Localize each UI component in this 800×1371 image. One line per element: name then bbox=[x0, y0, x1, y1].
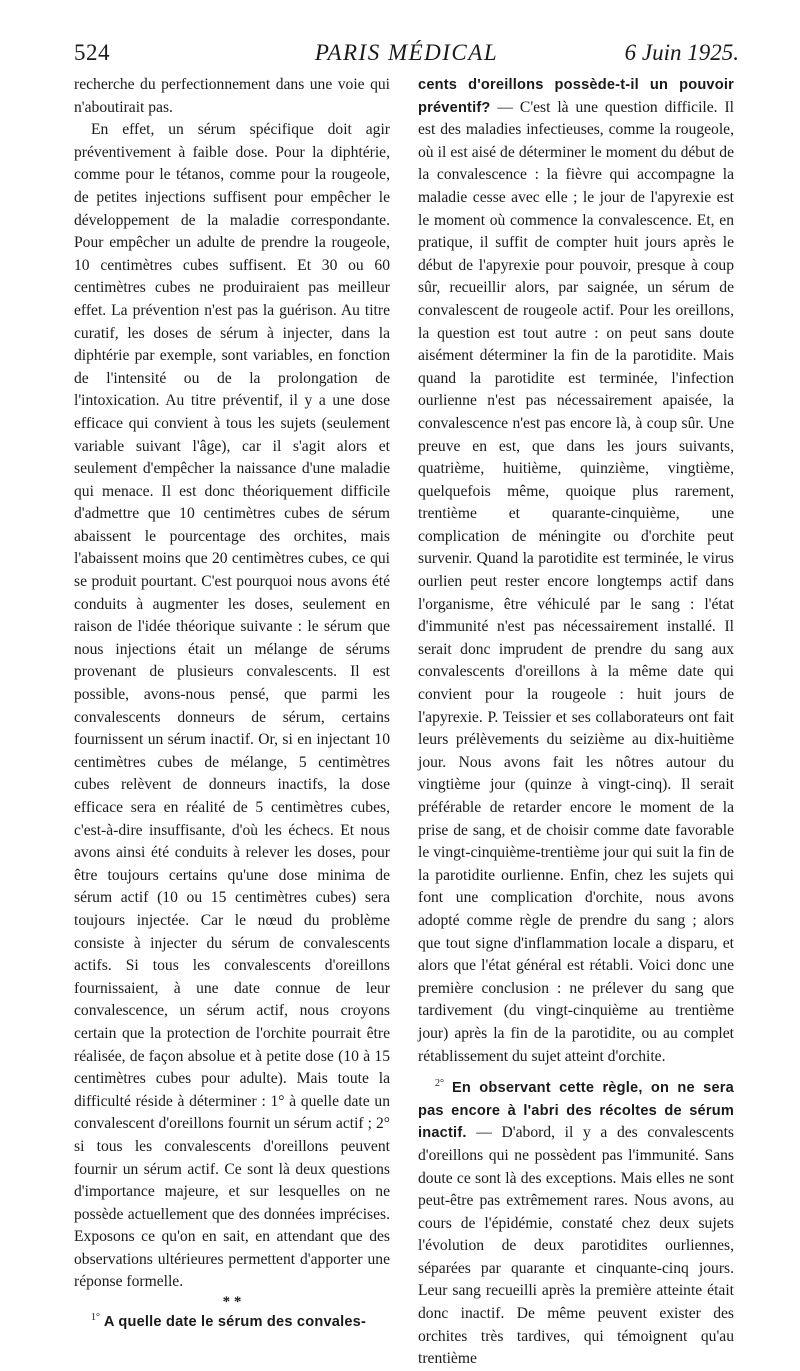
issue-date: 6 Juin 1925. bbox=[624, 40, 739, 65]
paragraph-body: — C'est là une question difficile. Il est des maladies infectieuses, comme la rougeole, où il est aisé de déterminer le moment du début de la convalescence : la fièvre qui accompagne la maladie cesse avec elle ; le jour de l'apyrexie est le moment où commence la convalescence. Et, en pratique, il suffit de compter huit jours après le début de l'apyrexie pour pouvoir, presque à coup sûr, recueillir alors, par saignée, un sérum de convalescent de rougeole actif. Pour les oreillons, la question est tout autre : on peut sans doute aisément déterminer la fin de la parotidite. Mais quand la parotidite est terminée, l'infection ourlienne n'est pas nécessairement apaisée, la convalescence n'est pas encore là, à coup sûr. Une preuve en est, que dans les jours suivants, quatrième, huitième, quinzième, vingtième, quelquefois même, quoique plus rarement, trentième et quarante-cinquième, une complication de méningite ou d'orchite peut survenir. Quand la parotidite est terminée, le virus ourlien peut rester encore longtemps actif dans l'organisme, être véhiculé par le sang : l'état d'immunité n'est pas nécessairement installé. Il serait donc imprudent de prendre du sang aux convalescents d'oreillons à la même date qui convient pour la rougeole : huit jours de l'apyrexie. P. Teissier et ses collaborateurs ont fait leurs prélèvements du seizième au dix-huitième jour. Nous avons fait les nôtres autour du vingtième jour (quinze à vingt-cinq). Il serait préférable de retarder encore le moment de la prise de sang, et de choisir comme date favorable le vingt-cinquième-trentième jour qui suit la fin de la parotidite ourlienne. Enfin, chez les sujets qui font une complication d'orchite, nous avons adopté comme règle de prendre du sang ; alors que tout signe d'inflammation locale a disparu, et alors que l'état général est rétabli. Voici donc une première conclusion : ne prélever du sang que tardivement (du vingt-cinquième au trentième jour) après la fin de la parotidite, ou au complet rétablissement du sujet atteint d'orchite. bbox=[418, 98, 734, 1065]
journal-title: PARIS MÉDICAL bbox=[314, 40, 499, 65]
running-header bbox=[74, 40, 739, 70]
section-heading-2 bbox=[418, 1077, 734, 1371]
paragraph-body: — D'abord, il y a des convalescents d'oreillons qui ne possèdent pas l'immunité. Sans doute ce sont là des exceptions. Mais elles ne sont peut-être pas extrêmement rares. Nous avons, au cours de l'épidémie, constaté chez deux sujets l'évolution de deux parotidites ourliennes, séparées par quarante et cinquante-cinq jours. Leur sang recueilli après la première atteinte était donc inactif. De même peuvent exister des orchites très tardives, qui témoignent qu'au trentième bbox=[418, 1124, 734, 1368]
heading-marker-2: 2° bbox=[435, 1077, 444, 1089]
paragraph-convalescence-date bbox=[418, 74, 734, 1068]
section-separator-asterisks: * * bbox=[222, 1294, 242, 1311]
paragraph-continuation: recherche du perfectionnement dans une voie qui n'aboutirait pas. bbox=[74, 76, 390, 116]
paragraph-serum-dose: En effet, un sérum spécifique doit agir préventivement à faible dose. Pour la diphtérie, comme pour le tétanos, comme pour la rougeole, de petites injections suffisent pour empêcher le développement de la maladie correspondante. Pour empêcher un adulte de prendre la rougeole, 10 centimètres cubes suffisent. Et 30 ou 60 centimètres cubes ne produiraient pas meilleur effet. La prévention n'est pas la guérison. Au titre curatif, les doses de sérum à injecter, dans la diphtérie par exemple, sont variables, en fonction de l'intensité ou de la prolongation de l'intoxication. Au titre préventif, il y a une dose efficace qui convient à tous les sujets (seulement variable suivant l'âge), car il s'agit alors et seulement d'empêcher la naissance d'une maladie qui menace. Il est donc théoriquement difficile d'admettre que 10 centimètres cubes de sérum abaissent le pourcentage des orchites, mais l'abaissent moins que 20 centimètres cubes, ce qui se produit pourtant. C'est pourquoi nous avons été conduits à augmenter les doses, seulement en raison de l'idée théorique suivante : le sérum que nous injections était un mélange de sérums provenant de plusieurs convalescents. Il est possible, avons-nous pensé, que parmi les convalescents donneurs de sérum, certains fournissent un sérum inactif. Or, si en injectant 10 centimètres cubes de mélange, 5 centimètres cubes relèvent de donneurs inactifs, la dose efficace sera en réalité de 5 centimètres cubes, c'est-à-dire insuffisante, d'où les échecs. Et nous avons ainsi été conduits à relever les doses, pour être toujours certains qu'une dose minima de sérum actif (10 ou 15 centimètres cubes) sera toujours injectée. Car le nœud du problème consiste à injecter du sérum de convalescents actifs. Si tous les convalescents d'oreillons fournissaient, à une date connue de leur convalescence, un sérum actif, nous croyons certain que la protection de l'orchite pourrait être réalisée, de façon absolue et à petite dose (10 à 15 centimètres cubes pour adulte). Mais toute la difficulté réside à déterminer : 1° à quelle date un convalescent d'oreillons fournit un sérum actif ; 2° si tous les convalescents d'oreillons peuvent fournir un sérum actif. Ce sont là deux questions d'importance majeure, et sur lesquelles on ne possède actuellement que des données imprécises. Exposons ce qu'on en sait, en attendant que des observations ultérieures permettent d'apporter une réponse formelle. bbox=[74, 121, 390, 1291]
section-heading-1 bbox=[74, 1311, 390, 1334]
heading-marker-1: 1° bbox=[91, 1311, 100, 1323]
heading-text-1: A quelle date le sérum des convales- bbox=[103, 1314, 367, 1331]
right-column bbox=[418, 74, 734, 1371]
page-number: 524 bbox=[74, 40, 110, 65]
left-column bbox=[74, 74, 390, 1334]
heading-text-2: En observant cette règle, on ne sera pas encore à l'abri des récoltes de sérum inactif. bbox=[418, 1080, 734, 1142]
heading-continuation: cents d'oreillons possède-t-il un pouvoir préventif? bbox=[418, 77, 734, 116]
